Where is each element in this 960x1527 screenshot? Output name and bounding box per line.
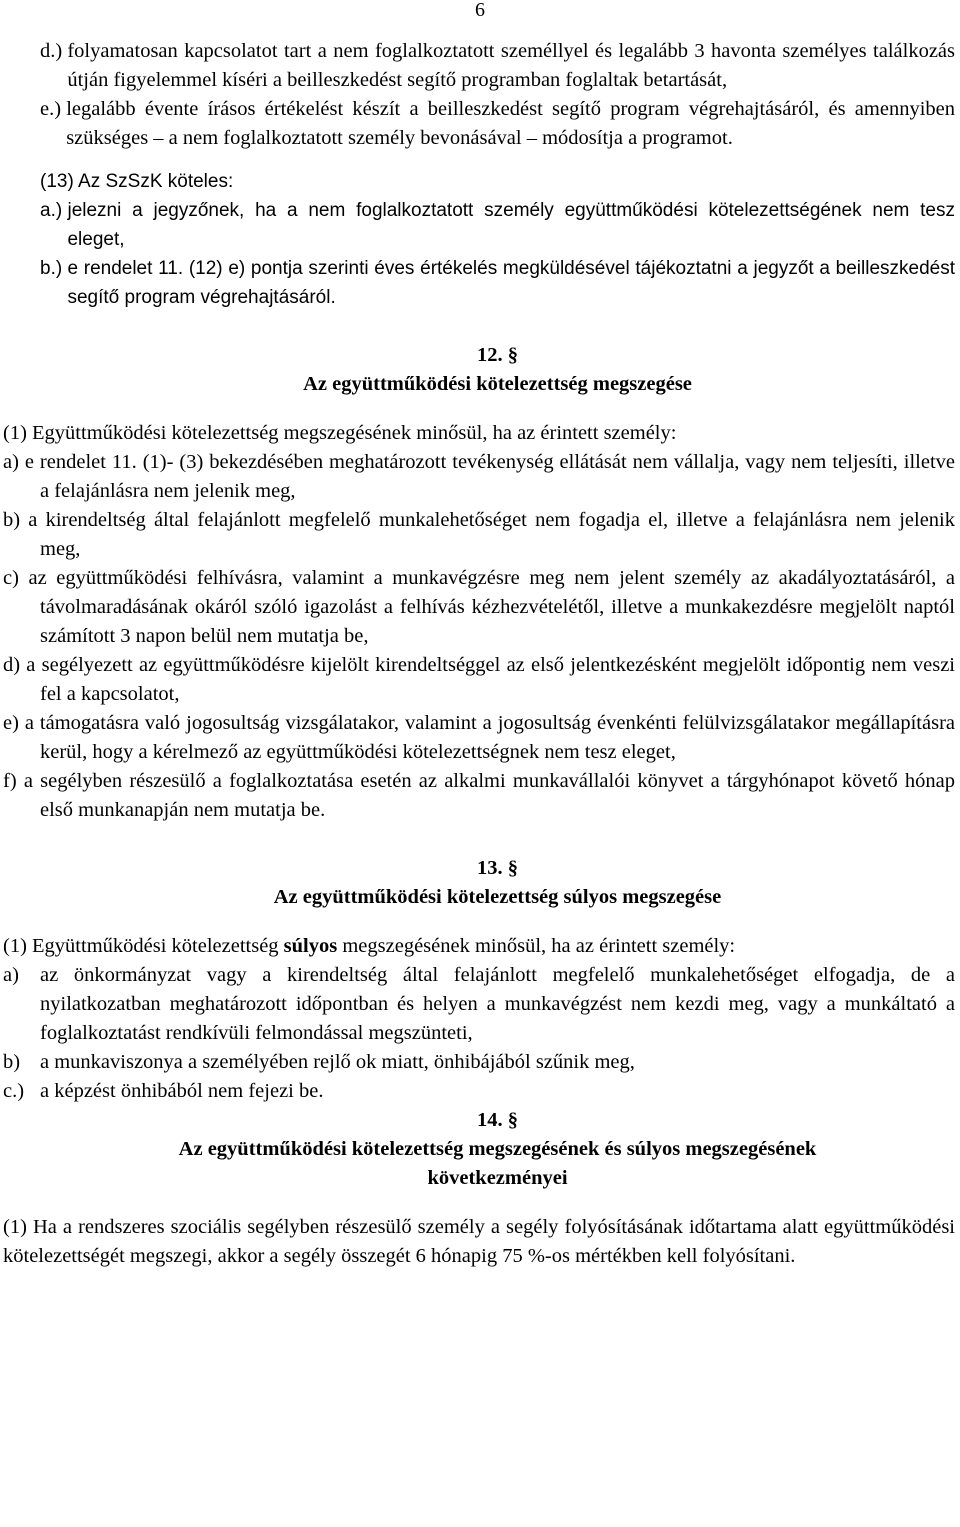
list-label: a.): [40, 200, 63, 221]
list-item-a: [40, 196, 955, 254]
list-text: az önkormányzat vagy a kirendeltség által felajánlott megfelelő munkalehetőséget elfogadja, de a nyilatkozatban meghatározott időpontban és helyen a munkavégzést nem kezdi meg, vagy a munkáltató a foglalkoztatást rendkívüli felmondással megszünteti,: [40, 964, 955, 1044]
list-item: e) a támogatásra való jogosultság vizsgálatakor, valamint a jogosultság évenkénti felülvizsgálatakor megállapításra kerül, hogy a kérelmező az együttműködési kötelezettségnek nem tesz eleget,: [3, 712, 955, 763]
list-label: c.): [3, 1080, 25, 1102]
list-label: e.): [40, 98, 62, 120]
paragraph-13: [40, 167, 955, 312]
list-label: d.): [40, 40, 63, 62]
list-label: b.): [40, 258, 63, 279]
list-text: folyamatosan kapcsolatot tart a nem foglalkoztatott személlyel és legalább 3 havonta személyes találkozás útján figyelemmel kíséri a beilleszkedést segítő programban foglaltak betartását,: [67, 40, 955, 91]
list-item: b) a kirendeltség által felajánlott megfelelő munkalehetőséget nem fogadja el, illetve a felajánlásra nem jelenik meg,: [3, 509, 955, 560]
document-body: [3, 37, 955, 1271]
section-14-paragraph: (1) Ha a rendszeres szociális segélyben részesülő személy a segély folyósításának időtartama alatt együttműködési kötelezettségét megszegi, akkor a segély összegét 6 hónapig 75 %-os mértékben kell folyósítani.: [3, 1216, 955, 1267]
list-item-d: [40, 37, 955, 95]
paragraph-13-intro: (13) Az SzSzK köteles:: [40, 171, 234, 192]
list-item-b: [40, 254, 955, 312]
section-number-13: 13. §: [477, 857, 518, 879]
section-title-13: Az együttműködési kötelezettség súlyos megszegése: [273, 886, 722, 908]
list-item: [3, 1077, 955, 1106]
section-title-12: Az együttműködési kötelezettség megszegése: [303, 373, 692, 395]
list-label: a): [3, 964, 19, 986]
list-item: [3, 1048, 955, 1077]
list-item-e: [40, 95, 955, 153]
list-text: jelezni a jegyzőnek, ha a nem foglalkoztatott személy együttműködési kötelezettségének nem tesz eleget,: [67, 200, 955, 250]
list-text: a képzést önhibából nem fejezi be.: [40, 1080, 324, 1102]
section-title-14-line1: Az együttműködési kötelezettség megszegésének és súlyos megszegésének: [178, 1138, 817, 1160]
list-item: f) a segélyben részesülő a foglalkoztatása esetén az alkalmi munkavállalói könyvet a tárgyhónapot követő hónap első munkanapján nem mutatja be.: [3, 770, 955, 821]
list-item: d) a segélyezett az együttműködésre kijelölt kirendeltséggel az első jelentkezésként megjelölt időpontig nem veszi fel a kapcsolatot,: [3, 654, 955, 705]
list-item: [3, 961, 955, 1048]
list-label: b): [3, 1051, 21, 1073]
section-13-intro: (1) Együttműködési kötelezettség súlyos megszegésének minősül, ha az érintett személy:: [3, 935, 736, 957]
section-sign-icon: §: [507, 1109, 518, 1131]
list-item: c) az együttműködési felhívásra, valamint a munkavégzésre meg nem jelent személy az akadályoztatásáról, a távolmaradásának okáról szóló igazolást a felhívás kézhezvételétől, illetve a munkakezdésre megjelölt naptól számított 3 napon belül nem mutatja be,: [3, 567, 955, 647]
section-number-12: 12. §: [477, 344, 518, 366]
section-number-14: 14. §: [477, 1109, 518, 1131]
section-title-14-line2: következményei: [427, 1167, 568, 1189]
list-text: a munkaviszonya a személyében rejlő ok miatt, önhibájából szűnik meg,: [40, 1051, 635, 1073]
section-12-intro: (1) Együttműködési kötelezettség megszegésének minősül, ha az érintett személy:: [3, 422, 677, 444]
section-sign-icon: §: [507, 857, 518, 879]
list-item: a) e rendelet 11. (1)- (3) bekezdésében meghatározott tevékenység ellátását nem vállalja, vagy nem teljesíti, illetve a felajánlásra nem jelenik meg,: [3, 451, 955, 502]
list-text: e rendelet 11. (12) e) pontja szerinti éves értékelés megküldésével tájékoztatni a jegyzőt a beilleszkedést segítő program végrehajtásáról.: [67, 258, 955, 308]
section-sign-icon: §: [507, 344, 518, 366]
page-number: 6: [475, 0, 485, 21]
list-text: legalább évente írásos értékelést készít a beilleszkedést segítő program végrehajtásáról, és amennyiben szükséges – a nem foglalkoztatott személy bevonásával – módosítja a programot.: [66, 98, 955, 149]
